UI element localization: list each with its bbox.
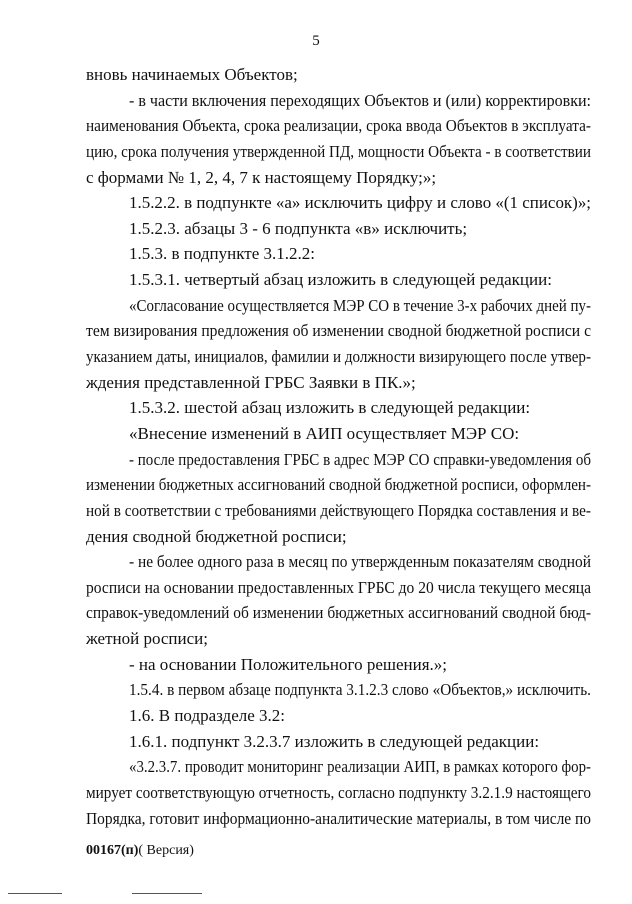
text-line: ной в соответствии с требованиями действующего Порядка составления и ве- bbox=[86, 500, 591, 520]
text-line: 1.5.3.2. шестой абзац изложить в следующей редакции: bbox=[129, 398, 531, 418]
text-line: «Внесение изменений в АИП осуществляет МЭР СО: bbox=[129, 423, 520, 443]
text-line: 1.5.2.3. абзацы 3 - 6 подпункта «в» исключить; bbox=[129, 218, 468, 238]
text-line: Порядка, готовит информационно-аналитические материалы, в том числе по bbox=[86, 808, 591, 828]
text-line: - в части включения переходящих Объектов и (или) корректировки: bbox=[129, 90, 591, 110]
document-code: 00167(п) bbox=[86, 843, 139, 858]
text-line: с формами № 1, 2, 4, 7 к настоящему Порядку;»; bbox=[86, 167, 437, 187]
text-line: 1.5.4. в первом абзаце подпункта 3.1.2.3 слово «Объектов,» исключить. bbox=[129, 680, 591, 700]
page-number: 5 bbox=[312, 33, 320, 49]
text-line: изменении бюджетных ассигнований сводной бюджетной росписи, оформлен- bbox=[86, 475, 591, 495]
text-line: - не более одного раза в месяц по утвержденным показателям сводной bbox=[129, 552, 591, 572]
document-footer bbox=[86, 843, 194, 859]
text-line: мирует соответствующую отчетность, согласно подпункту 3.2.1.9 настоящего bbox=[86, 782, 591, 802]
text-line: наименования Объекта, срока реализации, срока ввода Объектов в эксплуата- bbox=[86, 116, 591, 136]
document-body bbox=[86, 62, 591, 831]
text-line: ждения представленной ГРБС Заявки в ПК.»; bbox=[86, 372, 416, 392]
text-line: «3.2.3.7. проводит мониторинг реализации АИП, в рамках которого фор- bbox=[129, 757, 591, 777]
text-line: 1.6.1. подпункт 3.2.3.7 изложить в следующей редакции: bbox=[129, 731, 540, 751]
text-line: тем визирования предложения об изменении сводной бюджетной росписи с bbox=[86, 321, 591, 341]
text-line: 1.5.2.2. в подпункте «а» исключить цифру и слово «(1 список)»; bbox=[129, 193, 591, 213]
text-line: - после предоставления ГРБС в адрес МЭР СО справки-уведомления об bbox=[129, 449, 591, 469]
text-line: 1.5.3. в подпункте 3.1.2.2: bbox=[129, 244, 315, 264]
text-line: - на основании Положительного решения.»; bbox=[129, 654, 447, 674]
text-line: вновь начинаемых Объектов; bbox=[86, 65, 298, 84]
scan-artifact-left bbox=[8, 893, 62, 894]
text-line: дения сводной бюджетной росписи; bbox=[86, 526, 347, 546]
text-line: 1.5.3.1. четвертый абзац изложить в следующей редакции: bbox=[129, 270, 552, 290]
text-line: жетной росписи; bbox=[86, 629, 208, 649]
text-line: 1.6. В подразделе 3.2: bbox=[129, 706, 285, 726]
text-line: цию, срока получения утвержденной ПД, мощности Объекта - в соответствии bbox=[86, 141, 591, 161]
text-line: справок-уведомлений об изменении бюджетных ассигнований сводной бюд- bbox=[86, 603, 591, 623]
text-line: указанием даты, инициалов, фамилии и должности визирующего после утвер- bbox=[86, 347, 591, 367]
text-line: росписи на основании предоставленных ГРБС до 20 числа текущего месяца bbox=[86, 577, 591, 597]
text-line: «Согласование осуществляется МЭР СО в течение 3-х рабочих дней пу- bbox=[129, 295, 591, 315]
scan-artifact-center bbox=[132, 893, 202, 894]
document-version: ( Версия) bbox=[138, 843, 194, 858]
